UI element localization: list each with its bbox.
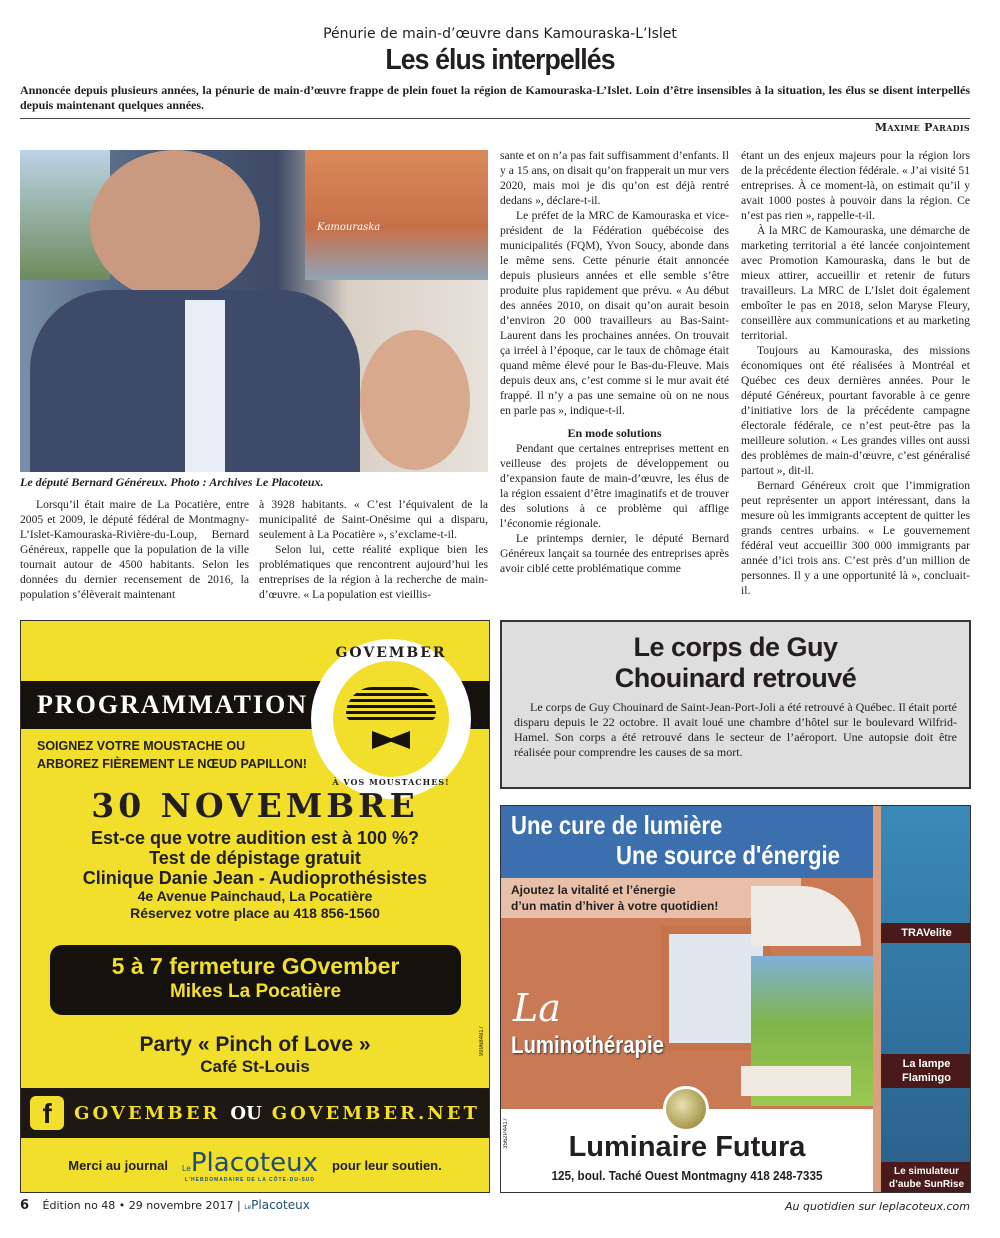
column-2 <box>259 497 488 602</box>
article-photo <box>20 150 488 472</box>
placoteux-logo: LePlacoteux L’HEBDOMADAIRE DE LA CÔTE-DU-SUD <box>181 1148 318 1183</box>
paragraph: à 3928 habitants. « C’est l’équivalent de la municipalité de Saint-Onésime qui a disparu, seulement à La Pocatière », s’exclame-t-il. <box>259 498 488 541</box>
shirt <box>185 300 225 472</box>
brief-title: Le corps de Guy Chouinard retrouvé <box>614 632 857 693</box>
or-text: OU <box>230 1102 262 1124</box>
lamp <box>751 886 861 946</box>
ad-subline: d’un matin d’hiver à votre quotidien! <box>511 899 719 913</box>
logo-prefix: Le <box>244 1204 252 1211</box>
product-label: La lampe Flamingo <box>881 1054 971 1088</box>
tagline: SOIGNEZ VOTRE MOUSTACHE OU <box>37 739 246 753</box>
paragraph: étant un des enjeux majeurs pour la région lors de la précédente élection fédérale. « J’ai visité 51 entreprises. À ce moment-là, on estimait qu’il y avait 1000 postes à pouvoir dans la région. Ce n’est pas rien », rappelle-t-il. <box>741 149 970 222</box>
column-1 <box>20 497 249 602</box>
ad-title: Luminothérapie <box>511 1032 665 1059</box>
thanks-text: Merci au journal <box>68 1158 168 1173</box>
ad-headline: Une source d'énergie <box>616 840 840 870</box>
party-venue: Café St-Louis <box>200 1057 310 1076</box>
head <box>90 150 260 300</box>
paragraph: À la MRC de Kamouraska, une démarche de marketing territorial a été lancée conjointement avec Promotion Kamouraska, dans le but de mieux attirer, accueillir et retenir de futurs travailleurs. La MRC de L’Islet doit également emboîter le pas en 2018, selon Maryse Fleury, conseillère aux communications et au marketing territorial. <box>741 224 970 342</box>
headline: Est-ce que votre audition est à 100 %? <box>90 828 420 848</box>
paragraph: Le préfet de la MRC de Kamouraska et vice-président de la Fédération québécoise des municipalités (FQM), Yvon Soucy, abonde dans le même sens. Cette pénurie était annoncée depuis plusieurs années et elle semble s’être produite plus rapidement que prévu. « Au début des années 2010, on disait qu’on aurait besoin d’environ 20 000 travailleurs au Bas-Saint-Laurent dans les prochaines années. On trouvait ça irréel à l’époque, car le taux de chômage était quand même élevé pour le Bas-du-Fleuve. Mais depuis deux ans, c’est comme si le mur avait été frappé. Il n’y a pas une semaine où on ne nous en parle pas », indique-t-il. <box>500 209 729 417</box>
article-title: Les élus interpellés <box>385 44 615 76</box>
logo-bottom: À VOS MOUSTACHES! <box>332 777 450 787</box>
ad-code: 3562P4417 <box>503 1118 509 1149</box>
headline: Clinique Danie Jean - Audioprothésistes <box>82 868 428 888</box>
tagline: ARBOREZ FIÈREMENT LE NŒUD PAPILLON! <box>37 757 307 771</box>
divider <box>20 118 970 119</box>
logo-top: GOVEMBER <box>335 645 447 661</box>
ad-headline: Une cure de lumière <box>511 810 723 840</box>
news-brief <box>500 620 971 789</box>
column-4 <box>741 148 970 598</box>
thanks-text: pour leur soutien. <box>331 1158 442 1173</box>
poster <box>305 150 488 280</box>
paragraph: Le printemps dernier, le député Bernard Généreux lançait sa tournée des entreprises après avoir ciblé cette problématique comme <box>500 532 729 575</box>
brand-logo <box>663 1086 709 1132</box>
event-venue: Mikes La Pocatière <box>169 981 342 1002</box>
address: 4e Avenue Painchaud, La Pocatière <box>137 888 373 904</box>
poster-sign: Kamouraska <box>317 222 381 233</box>
govember-ad <box>20 620 490 1193</box>
products-panel <box>881 806 971 1193</box>
phone: Réservez votre place au 418 856-1560 <box>130 905 380 921</box>
photo-caption: Le député Bernard Généreux. Photo : Archives Le Placoteux. <box>20 475 324 489</box>
facebook-link[interactable]: GOVEMBER <box>74 1102 221 1124</box>
column-3 <box>500 148 729 576</box>
brand-name: Luminaire Futura <box>568 1131 806 1163</box>
article-kicker: Pénurie de main-d’œuvre dans Kamouraska-L’Islet <box>323 26 677 42</box>
byline: Maxime Paradis <box>874 121 970 134</box>
facebook-icon[interactable]: f <box>30 1096 64 1130</box>
banner-text: PROGRAMMATION <box>37 690 309 719</box>
poster-face <box>360 330 470 470</box>
luminaire-ad <box>500 805 971 1193</box>
footer-logo: Placoteux <box>251 1198 310 1212</box>
site-link[interactable]: Au quotidien sur leplacoteux.com <box>785 1200 970 1213</box>
event-box <box>50 945 461 1015</box>
product-label: Le simulateur d’aube SunRise <box>881 1162 971 1193</box>
lamp-base <box>741 1066 851 1096</box>
ad-script: La <box>513 986 561 1030</box>
event-date: 30 NOVEMBRE <box>91 786 419 825</box>
paragraph: sante et on n’a pas fait suffisamment d’enfants. Il y a 15 ans, on disait qu’on frapperait un mur vers 2020, mais moi je dis qu’on est déjà rentré dedans », déclare-t-il. <box>500 149 729 207</box>
party-title: Party « Pinch of Love » <box>139 1033 371 1056</box>
govember-logo <box>311 639 471 799</box>
social-bar[interactable] <box>21 1088 489 1138</box>
product-label: TRAVelite <box>881 923 971 943</box>
brief-body: Le corps de Guy Chouinard de Saint-Jean-Port-Joli a été retrouvé à Québec. Il était porté disparu depuis le 22 octobre. Il avait loué une chambre d’hôtel sur le boulevard Wilfrid-Hamel. Son corps a été retrouvé dans le secteur de l’aéroport. Une autopsie doit être réalisée pour comprendre les causes de sa mort. <box>514 700 957 759</box>
website-link[interactable]: GOVEMBER.NET <box>271 1102 480 1124</box>
brand-address: 125, boul. Taché Ouest Montmagny 418 248-7335 <box>551 1168 823 1183</box>
paragraph: Bernard Généreux croit que l’immigration peut représenter un apport intéressant, dans la mesure où les immigrants acceptent de quitter les grands centres urbains. « Le gouvernement fédéral veut accueillir 300 000 immigrants par année d’ici trois ans. C’est près d’un million de personnes. Il y a une opportunité là », concluait-il. <box>741 479 970 597</box>
paragraph: Lorsqu’il était maire de La Pocatière, entre 2005 et 2009, le député fédéral de Montmagny-L’Islet-Kamouraska-Rivière-du-Loup, Bernard Généreux, rappelle que la population de la ville tournait autour de 4500 habitants. Selon les données du dernier recensement de 2016, la population s’élèverait maintenant <box>20 498 249 601</box>
page-footer <box>20 1198 970 1213</box>
headline: Test de dépistage gratuit <box>149 848 361 868</box>
article-lead: Annoncée depuis plusieurs années, la pénurie de main-d’œuvre frappe de plein fouet la région de Kamouraska-L’Islet. Loin d’être insensibles à la situation, les élus se disent interpellés depuis maintenant quelques années. <box>20 83 970 112</box>
edition-info: Édition no 48 • 29 novembre 2017 | <box>42 1199 241 1212</box>
page-number: 6 <box>20 1198 30 1213</box>
mustache-icon <box>346 687 436 721</box>
paragraph: Pendant que certaines entreprises mettent en veilleuse des projets de développement ou d’expansion faute de main-d’œuvre, les élus de la région essaient d’être imaginatifs et de trouver des solutions à ce problème qui afflige l’économie régionale. <box>500 442 729 530</box>
subheading: En mode solutions <box>567 426 662 440</box>
ad-subline: Ajoutez la vitalité et l’énergie <box>511 883 676 897</box>
paragraph: Toujours au Kamouraska, des missions économiques ont été réalisées à Montréal et Québec ces deux dernières années. Pour le député Généreux, pourtant favorable à ce genre d’initiative lors de la précédente campagne électorale fédérale, ce n’est peut-être pas la meilleure solution. « Les grandes villes ont aussi des problèmes de main-d’œuvre, c’est généralisé partout », dit-il. <box>741 344 970 477</box>
thanks-line <box>21 1148 489 1183</box>
ad-code: 999684817 <box>479 1026 485 1057</box>
paragraph: Selon lui, cette réalité explique bien les problématiques que rencontrent aujourd’hui les entreprises de la région à la recherche de main-d’œuvre. « La population est vieillis- <box>259 543 488 601</box>
event-title: 5 à 7 fermeture GOvember <box>111 953 400 979</box>
